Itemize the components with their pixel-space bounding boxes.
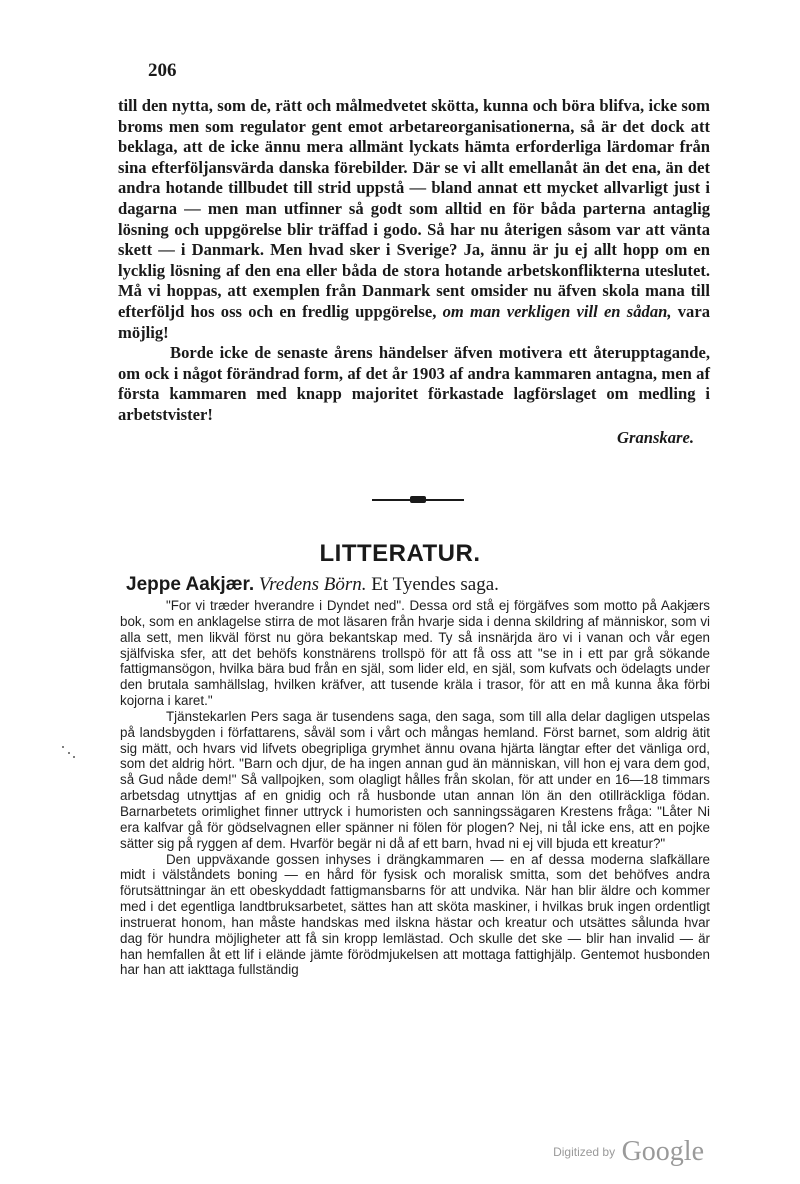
review-body (120, 598, 710, 978)
review-paragraph: "For vi træder hverandre i Dyndet ned". Dessa ord stå ej förgäfves som motto på Aakjærs bok, som en anklagelse stirra de mot läsaren från hvarje sida i denna skildring af människor, som vi alla sett, men likväl först nu göra bekantskap med. Ty så insnärjda äro vi i vanan och vår egen själfviska sfer, att det behöfs konstnärens trollspö för att få oss att "se in i ett par grå sökande fattigmansögon, hvilka bära bud från en själ, som lider eld, en själ, som kufvats och ödelagts under den brutala samhällslag, hvilken kräfver, att tusende kräla i trasor, för att en må kunna åka förbi kojorna i karet." (120, 598, 710, 709)
divider-center-mark (410, 496, 426, 503)
article-body (118, 96, 710, 448)
article-paragraph-2: Borde icke de senaste årens händelser äfven motivera ett återupptagande, om ock i något förändrad form, af det år 1903 af andra kammaren antagna, men af första kammaren med knapp majoritet förkastade lagförslaget om medling i arbetstvister! (118, 343, 710, 424)
review-title (126, 574, 499, 596)
article-paragraph-1-emphasis: om man verkligen vill en sådan, (442, 301, 672, 321)
watermark-brand: Google (621, 1136, 704, 1167)
article-paragraph-1-text: till den nytta, som de, rätt och målmedvetet skötta, kunna och böra blifva, icke som broms men som regulator gent emot arbetareorganisationerna, så är det dock att beklaga, att de icke ännu mera allmänt lyckats hämta erforderliga lärdomar från sina efterföljansvärda danska förebilder. Där se vi allt emellanåt än det ena, än det andra hotande tillbudet till strid uppstå — bland annat ett mycket allvarligt just i dagarna — men man utfinner så godt som alltid en för båda parterna antaglig lösning och uppgörelse blir träffad i godo. Så har nu återigen såsom var att vänta skett — i Danmark. Men hvad sker i Sverige? Ja, ännu är ju ej allt hopp om en lycklig lösning af den ena eller båda de stora hotande arbetskonflikterna uteslutet. Må vi hoppas, att exemplen från Danmark sent omsider nu äfven skola mana till efterföljd hos oss och en fredlig uppgörelse, (118, 96, 710, 321)
article-signature: Granskare. (617, 427, 694, 447)
speck (73, 756, 75, 758)
watermark-prefix: Digitized by (553, 1145, 616, 1159)
page-number: 206 (148, 60, 177, 81)
review-paragraph: Den uppväxande gossen inhyses i drängkammaren — en af dessa moderna slafkällare midt i välståndets boning — en hård för fysisk och moralisk smitta, som det behöfves andra förutsättningar än ett obeskyddadt fattigmansbarns för att undvika. När han blir äldre och kommer med i det egentliga landtbruksarbetet, sättes han att sköta maskiner, i hvilkas bruk ingen ordentligt instruerat honom, han måste handskas med ilskna hästar och kreatur och utsättes sålunda hvar dag för hundra möjligheter att få sin kropp lemlästad. Och skulle det ske — blir han invalid — är han hemfallen åt ett lif i elände jämte förödmjukelsen att mottaga fattighjälp. Gentemot husbonden har han att iakttaga fullständig (120, 851, 710, 978)
speck (68, 752, 70, 754)
review-author: Jeppe Aakjær. (126, 574, 255, 595)
review-work-title: Vredens Börn. (258, 574, 367, 595)
article-paragraph-1 (118, 96, 710, 343)
section-heading: LITTERATUR. (319, 540, 481, 567)
section-divider-ornament (372, 493, 464, 507)
review-subtitle: Et Tyendes saga. (371, 574, 499, 595)
article-paragraph-1-end: vara möjlig! (118, 301, 710, 342)
speck (62, 746, 64, 748)
margin-specks (60, 744, 80, 764)
review-paragraph: Tjänstekarlen Pers saga är tusendens saga, den saga, som till alla delar dagligen utspelas på landsbygden i författarens, såväl som i vårt och mångas hemland. Först barnet, som aldrig ätit sig mätt, och hvars vid lifvets obegripliga grymhet ännu ovana hjärta längtar efter det vänliga ord, som det aldrig hört. "Barn och djur, de ha ingen annan gud än människan, vill hon ej vara dem god, så Gud nåde dem!" Så vallpojken, som olagligt hålles från skolan, för att under en 16—18 timmars arbetsdag utnyttjas af en gnidig och rå husbonde utan annan lön än den otillräckliga födan. Barnarbetets orimlighet finner uttryck i humoristen och sanningssägaren Krestens fråga: "Låter Ni era kalfvar gå för gödselvagnen eller spänner ni fölen för plogen? Nej, ni tål icke ens, att en pojke sätter sig på ryggen af dem. Hvarför begär ni då af ett barn, hvad ni ej vill bjuda ett kreatur?" (120, 708, 710, 851)
digitization-watermark (553, 1136, 704, 1168)
